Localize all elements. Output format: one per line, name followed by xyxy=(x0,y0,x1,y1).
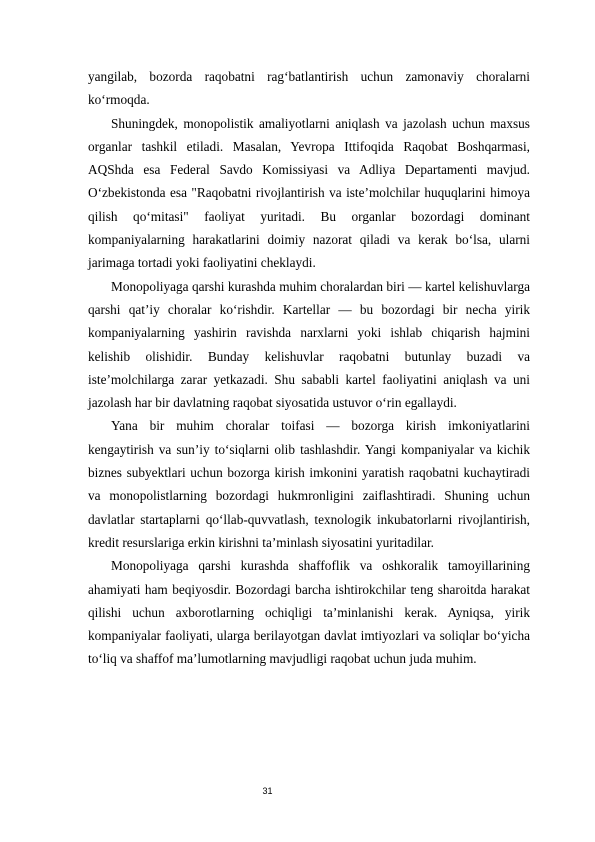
paragraph-market-entry: Yana bir muhim choralar toifasi — bozorga kirish imkoniyatlarini kengaytirish va sun’iy to‘siqlarni olib tashlashdir. Yangi kompaniyalar va kichik biznes subyektlari uchun bozorga kirish imkonini yaratish raqobatni kuchaytiradi va monopolistlarning bozordagi hukmronligini zaiflashtiradi. Shuning uchun davlatlar startaplarni qo‘llab-quvvatlash, texnologik inkubatorlarni rivojlantirish, kredit resurslariga erkin kirishni ta’minlash siyosatini yuritadilar. xyxy=(88,418,530,550)
document-body xyxy=(88,65,530,671)
page-number: 31 xyxy=(262,786,273,796)
page-number-footer xyxy=(0,786,595,796)
paragraph-antimonopoly-bodies: Shuningdek, monopolistik amaliyotlarni aniqlash va jazolash uchun maxsus organlar tashkil etiladi. Masalan, Yevropa Ittifoqida Raqobat Boshqarmasi, AQShda esa Federal Savdo Komissiyasi va Adliya Departamenti mavjud. O‘zbekistonda esa "Raqobatni rivojlantirish va iste’molchilar huquqlarini himoya qilish qo‘mitasi" faoliyat yuritadi. Bu organlar bozordagi dominant kompaniyalarning harakatlarini doimiy nazorat qiladi va kerak bo‘lsa, ularni jarimaga tortadi yoki faoliyatini cheklaydi. xyxy=(88,115,530,271)
paragraph-cartels: Monopoliyaga qarshi kurashda muhim choralardan biri — kartel kelishuvlarga qarshi qat’iy choralar ko‘rishdir. Kartellar — bu bozordagi bir necha yirik kompaniyalarning yashirin ravishda narxlarni yoki ishlab chiqarish hajmini kelishib olishidir. Bunday kelishuvlar raqobatni butunlay buzadi va iste’molchilarga zarar yetkazadi. Shu sababli kartel faoliyatini aniqlash va uni jazolash har bir davlatning raqobat siyosatida ustuvor o‘rin egallaydi. xyxy=(88,278,530,411)
paragraph-continuation: yangilab, bozorda raqobatni rag‘batlantirish uchun zamonaviy choralarni ko‘rmoqda. xyxy=(88,69,530,108)
paragraph-transparency: Monopoliyaga qarshi kurashda shaffoflik va oshkoralik tamoyillarining ahamiyati ham beqiyosdir. Bozordagi barcha ishtirokchilar teng sharoitda harakat qilishi uchun axborotlarning ochiqligi ta’minlanishi kerak. Ayniqsa, yirik kompaniyalar faoliyati, ularga berilayotgan davlat imtiyozlari va soliqlar bo‘yicha to‘liq va shaffof ma’lumotlarning mavjudligi raqobat uchun juda muhim. xyxy=(88,558,530,667)
